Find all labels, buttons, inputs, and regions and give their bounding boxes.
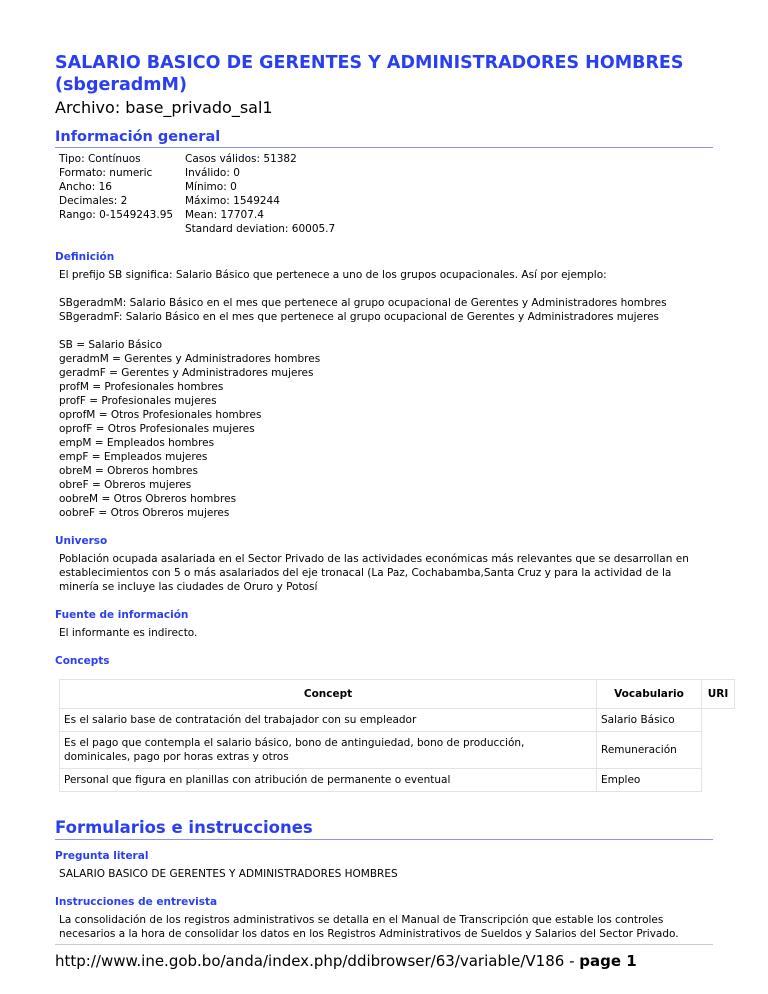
info-invalido: Inválido: 0	[185, 167, 240, 179]
definicion-text: El prefijo SB significa: Salario Básico que pertenece a uno de los grupos ocupacionales. Así por ejemplo: SBgeradmM: Salario Básico en el mes que pertenece al grupo ocupacional de Gerentes y Administradores hombres SBgeradmF: Salario Básico en el mes que pertenece al grupo ocupacional de Gerentes y Administradores mujeres SB = Salario Básico geradmM = Gerentes y Administradores hombres geradmF = Gerentes y Administradores mujeres profM = Profesionales hombres profF = Profesionales mujeres oprofM = Otros Profesionales hombres oprofF = Otros Profesionales mujeres empM = Empleados hombres empF = Empleados mujeres obreM = Obreros hombres obreF = Obreros mujeres oobreM = Otros Obreros hombres oobreF = Otros Obreros mujeres	[59, 269, 667, 519]
table-row	[60, 709, 735, 732]
table-row	[60, 769, 735, 792]
concepts-heading: Concepts	[55, 655, 110, 667]
definicion-heading: Definición	[55, 251, 115, 263]
universo-heading: Universo	[55, 535, 108, 547]
concept-cell: Es el salario base de contratación del trabajador con su empleador	[60, 709, 597, 732]
table-row	[60, 732, 735, 769]
header-uri: URI	[702, 680, 735, 709]
info-tipo: Tipo: Contínuos	[59, 153, 141, 165]
concept-cell: Personal que figura en planillas con atribución de permanente o eventual	[60, 769, 597, 792]
info-decimales: Decimales: 2	[59, 195, 128, 207]
info-rango: Rango: 0-1549243.95	[59, 209, 174, 221]
concepts-table	[59, 679, 735, 792]
info-ancho: Ancho: 16	[59, 181, 112, 193]
fuente-heading: Fuente de información	[55, 609, 189, 621]
page-title: SALARIO BASICO DE GERENTES Y ADMINISTRADORES HOMBRES (sbgeradmM)	[55, 53, 684, 95]
general-info	[59, 152, 713, 236]
footer-url: http://www.ine.gob.bo/anda/index.php/ddibrowser/63/variable/V186 -	[55, 952, 580, 970]
vocab-cell: Salario Básico	[597, 709, 702, 732]
pregunta-text: SALARIO BASICO DE GERENTES Y ADMINISTRADORES HOMBRES	[59, 868, 398, 880]
info-validos: Casos válidos: 51382	[185, 153, 297, 165]
file-name: Archivo: base_privado_sal1	[55, 98, 273, 117]
concept-cell: Es el pago que contempla el salario básico, bono de antinguiedad, bono de producción, dominicales, pago por horas extras y otros	[60, 732, 597, 769]
vocab-cell: Remuneración	[597, 732, 702, 769]
document-page	[55, 52, 729, 941]
info-formato: Formato: numeric	[59, 167, 153, 179]
universo-text: Población ocupada asalariada en el Sector Privado de las actividades económicas más relevantes que se desarrollan en establecimientos con 5 o más asalariados del eje tronacal (La Paz, Cochabamba,Santa Cruz y para la actividad de la minería se incluye las ciudades de Oruro y Potosí	[59, 553, 689, 593]
info-mean: Mean: 17707.4	[185, 209, 264, 221]
pregunta-heading: Pregunta literal	[55, 850, 149, 862]
header-vocabulario: Vocabulario	[597, 680, 702, 709]
instrucciones-text: La consolidación de los registros administrativos se detalla en el Manual de Transcripción que estable los controles necesarios a la hora de consolidar los datos en los Registros Administrativos de Sueldos y Salarios del Sector Privado.	[59, 914, 679, 940]
vocab-cell: Empleo	[597, 769, 702, 792]
info-stddev: Standard deviation: 60005.7	[185, 223, 336, 235]
info-minimo: Mínimo: 0	[185, 181, 237, 193]
section-formularios-heading: Formularios e instrucciones	[55, 817, 713, 840]
instrucciones-heading: Instrucciones de entrevista	[55, 896, 218, 908]
fuente-text: El informante es indirecto.	[59, 627, 198, 639]
info-maximo: Máximo: 1549244	[185, 195, 280, 207]
page-number: page 1	[579, 952, 637, 970]
table-header	[60, 680, 735, 709]
section-general-heading: Información general	[55, 128, 713, 148]
page-footer	[55, 944, 713, 971]
header-concept: Concept	[60, 680, 597, 709]
